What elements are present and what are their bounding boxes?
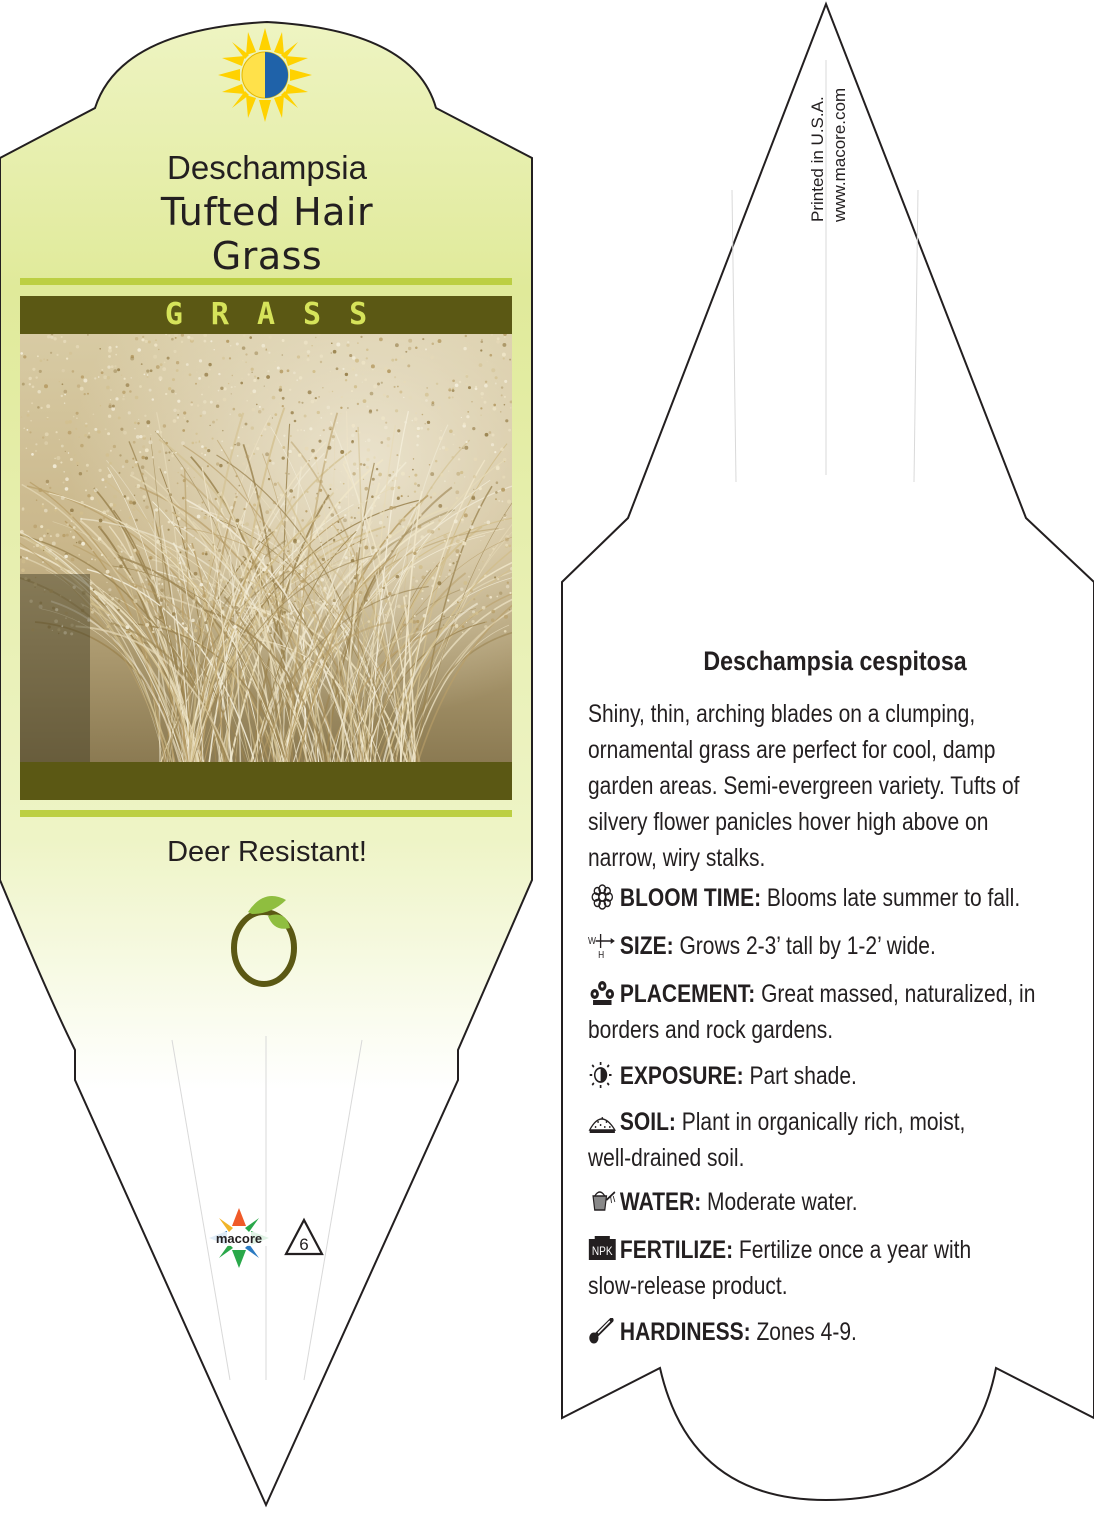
printed-in-text: Printed in U.S.A. xyxy=(808,96,827,222)
genus-name: Deschampsia xyxy=(167,149,367,186)
description-line: narrow, wiry stalks. xyxy=(588,844,766,872)
placement-flowers-icon xyxy=(588,980,617,1006)
brand-text: macore xyxy=(215,1231,263,1246)
attr-label: WATER: xyxy=(619,1188,702,1216)
attr-label: BLOOM TIME: xyxy=(619,884,762,912)
attr-label: HARDINESS: xyxy=(619,1318,751,1346)
attr-continuation: well-drained soil. xyxy=(588,1144,745,1172)
common-name-line1: Tufted Hair xyxy=(160,190,374,234)
attr-value: Fertilize once a year with xyxy=(738,1236,972,1264)
attr-fertilize xyxy=(588,1232,1058,1304)
common-name-line2: Grass xyxy=(211,234,323,278)
attr-label: PLACEMENT: xyxy=(619,980,756,1008)
attr-value: Blooms late summer to fall. xyxy=(766,884,1021,912)
attr-size xyxy=(588,928,1058,964)
exposure-sun-icon xyxy=(588,1062,617,1088)
category-label: GRASS xyxy=(164,297,396,332)
attr-bloom-time xyxy=(588,880,1058,916)
attr-label: SOIL: xyxy=(619,1108,676,1136)
deer-resistant-swirl-icon xyxy=(228,892,306,988)
attr-value: Great massed, naturalized, in xyxy=(761,980,1036,1008)
svg-text:NPK: NPK xyxy=(591,1245,613,1259)
scientific-name: Deschampsia cespitosa xyxy=(703,646,967,676)
attr-label: SIZE: xyxy=(619,932,674,960)
attr-placement xyxy=(588,976,1058,1048)
attr-value: Plant in organically rich, moist, xyxy=(681,1108,966,1136)
macore-logo xyxy=(204,1206,274,1270)
attr-value: Grows 2-3’ tall by 1-2’ wide. xyxy=(679,932,936,960)
attr-value: Part shade. xyxy=(749,1062,857,1090)
description-line: ornamental grass are perfect for cool, damp xyxy=(588,736,996,764)
sun-partial-shade-icon xyxy=(218,28,312,122)
description xyxy=(588,696,1058,876)
svg-text:W: W xyxy=(588,935,596,947)
description-line: garden areas. Semi-evergreen variety. Tufts of xyxy=(588,772,1020,800)
attr-soil xyxy=(588,1104,1058,1176)
size-arrows-icon xyxy=(588,932,617,958)
attr-continuation: borders and rock gardens. xyxy=(588,1016,834,1044)
description-line: silvery flower panicles hover high above on xyxy=(588,808,989,836)
watering-can-icon xyxy=(588,1188,617,1214)
attr-water xyxy=(588,1184,1058,1220)
attr-exposure xyxy=(588,1058,1058,1094)
npk-icon xyxy=(588,1236,617,1262)
description-line: Shiny, thin, arching blades on a clumping, xyxy=(588,700,976,728)
attr-value: Moderate water. xyxy=(707,1188,858,1216)
thermometer-icon xyxy=(588,1318,617,1344)
attr-continuation: slow-release product. xyxy=(588,1272,788,1300)
recycle-6-icon xyxy=(282,1216,326,1260)
attr-label: EXPOSURE: xyxy=(619,1062,744,1090)
recycle-code: 6 xyxy=(299,1235,309,1254)
common-name xyxy=(60,190,474,278)
flower-icon xyxy=(588,884,617,910)
plant-photo xyxy=(20,334,512,762)
attr-label: FERTILIZE: xyxy=(619,1236,734,1264)
soil-icon xyxy=(588,1108,617,1134)
svg-text:H: H xyxy=(598,949,605,958)
feature-text: Deer Resistant! xyxy=(167,836,367,868)
website-text: www.macore.com xyxy=(830,87,849,222)
attr-value: Zones 4-9. xyxy=(756,1318,857,1346)
attr-hardiness xyxy=(588,1314,1058,1350)
